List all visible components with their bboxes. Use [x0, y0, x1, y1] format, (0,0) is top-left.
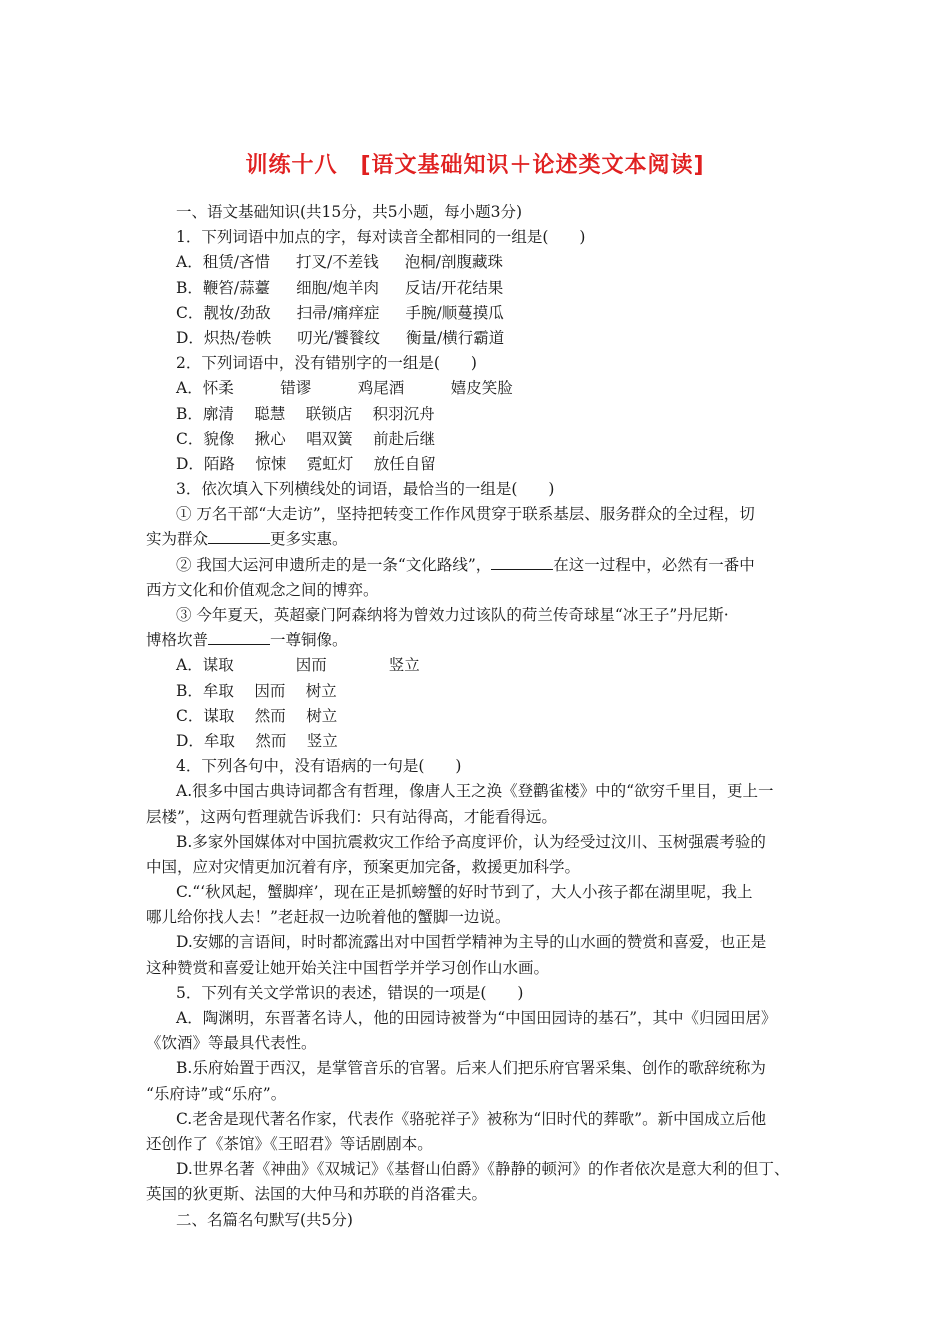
q4-option-c: C.“‘秋风起，蟹脚痒’，现在正是抓螃蟹的好时节到了，大人小孩子都在湖里呢，我上 — [176, 883, 753, 902]
word-pair — [176, 253, 270, 271]
q4-option-b-cont: 中国，应对灾情更加沉着有序，预案更加完备，救援更加科学。 — [146, 857, 581, 876]
word-text: 桐/ — [420, 253, 442, 272]
q3-option-b: B．牟取 因而 树立 — [176, 681, 337, 700]
word-text: B． — [176, 278, 203, 297]
word-text: 羊肉 — [347, 278, 379, 297]
emphasis-dotted-char: 剖 — [441, 250, 457, 275]
emphasis-dotted-char: 帚 — [312, 301, 328, 326]
word-text: 反 — [404, 278, 421, 297]
q5-option-b: B.乐府始置于西汉，是掌管音乐的官署。后来人们把乐府官署采集、创作的歌辞统称为 — [176, 1059, 766, 1078]
q4-option-b: B.多家外国媒体对中国抗震救灾工作给予高度评价，认为经受过汶川、玉树强震考验的 — [176, 832, 766, 851]
q5-option-c-cont: 还创作了《茶馆》《王昭君》等话剧剧本。 — [146, 1134, 433, 1153]
word-text: /不 — [327, 253, 348, 272]
q2-stem: 2．下列词语中，没有错别字的一组是( ) — [176, 354, 477, 373]
q2-option-b: B．廓清 聪慧 联锁店 积羽沉舟 — [176, 404, 435, 423]
word-pair — [296, 253, 379, 271]
q3-s1-text: 实为群众 — [146, 530, 209, 549]
word-text: 打 — [295, 253, 312, 272]
word-text: 敌 — [255, 303, 271, 322]
word-text: A．租 — [176, 253, 219, 272]
emphasis-dotted-char: 胞 — [312, 276, 328, 301]
q1-option — [146, 250, 810, 275]
emphasis-dotted-char: 差 — [348, 250, 364, 275]
q5-option-c: C.老舍是现代著名作家，代表作《骆驼祥子》被称为“旧时代的葬歌”。新中国成立后他 — [176, 1109, 767, 1128]
q3-stem: 3．依次填入下列横线处的词语，最恰当的一组是( ) — [176, 480, 555, 499]
emphasis-dotted-char: 帙 — [256, 326, 272, 351]
word-text: / — [327, 303, 333, 322]
word-pair — [176, 279, 270, 297]
word-pair — [405, 279, 503, 297]
fill-blank — [208, 529, 270, 544]
document-body — [146, 200, 810, 1233]
word-text: 手 — [405, 303, 421, 322]
q1-option — [146, 276, 810, 301]
q3-option-a: A．谋取 因而 竖立 — [176, 656, 420, 675]
word-pair — [405, 253, 503, 271]
word-text: D． — [176, 328, 204, 347]
emphasis-dotted-char: 结 — [472, 276, 488, 301]
word-pair — [296, 279, 379, 297]
q3-sentence-2-cont: 西方文化和价值观念之间的博弈。 — [146, 580, 379, 599]
word-pair — [297, 304, 380, 322]
word-pair — [176, 304, 271, 322]
emphasis-dotted-char: 饕 — [333, 326, 349, 351]
q2-option-d: D．陌路 惊悚 霓虹灯 放任自留 — [176, 454, 436, 473]
q1-option — [146, 301, 810, 326]
emphasis-dotted-char: 薹 — [255, 276, 271, 301]
word-text: 热/卷 — [219, 328, 256, 347]
q1-option — [146, 326, 810, 351]
q3-s2-text-end: 在这一过程中，必然有一番中 — [553, 555, 755, 574]
word-text: 果 — [487, 278, 504, 297]
q5-option-a-cont: 《饮酒》等最具代表性。 — [146, 1034, 317, 1053]
emphasis-dotted-char: 炮 — [332, 276, 348, 301]
word-pair — [405, 304, 503, 322]
section-heading-1: 一、语文基础知识(共15分，共5小题，每小题3分) — [176, 203, 523, 221]
word-text: 细 — [296, 278, 312, 297]
word-text: C． — [176, 303, 204, 322]
fill-blank — [491, 555, 553, 570]
word-text: 钱 — [363, 253, 379, 272]
word-pair — [406, 329, 504, 347]
word-text: 量/ — [421, 328, 443, 347]
emphasis-dotted-char: 泡 — [405, 250, 421, 275]
q4-option-c-cont: 哪儿给你找人去！”老赶叔一边吮着他的蟹脚一边说。 — [146, 908, 511, 927]
word-text: /顺 — [436, 303, 458, 322]
q4-option-d: D.安娜的言语间，时时都流露出对中国哲学精神为主导的山水画的赞赏和喜爱，也正是 — [176, 933, 767, 952]
fill-blank — [208, 630, 270, 645]
q2-option-c: C．貌像 揪心 唱双簧 前赴后继 — [176, 429, 436, 448]
emphasis-dotted-char: 鞭 — [203, 276, 219, 301]
q3-sentence-1-cont — [146, 527, 810, 552]
emphasis-dotted-char: 蔓 — [457, 301, 473, 326]
emphasis-dotted-char: 炽 — [204, 326, 220, 351]
emphasis-dotted-char: 诘 — [420, 276, 436, 301]
emphasis-dotted-char: 叨 — [297, 326, 313, 351]
word-text: / — [233, 253, 239, 272]
q3-s2-text: ② 我国大运河申遗所走的是一条“文化路线”， — [176, 555, 492, 574]
emphasis-dotted-char: 吝 — [239, 250, 255, 275]
q3-s1-text-end: 更多实惠。 — [270, 530, 348, 549]
q1-stem: 1．下列词语中加点的字，每对读音全都相同的一组是( ) — [176, 228, 586, 247]
q3-s3-text: 博格坎普 — [146, 631, 209, 650]
q3-sentence-1: ① 万名干部“大走访”，坚持把转变工作作风贯穿于联系基层、服务群众的全过程，切 — [176, 505, 755, 524]
q5-option-d: D.世界名著《神曲》《双城记》《基督山伯爵》《静静的顿河》的作者依次是意大利的但丁、 — [176, 1160, 790, 1179]
q3-sentence-3-cont — [146, 628, 810, 653]
section-heading-2: 二、名篇名句默写(共5分) — [176, 1210, 353, 1229]
word-text: 惜 — [254, 253, 270, 272]
q5-option-a: A．陶渊明，东晋著名诗人，他的田园诗被誉为“中国田园诗的基石”，其中《归园田居》 — [176, 1009, 777, 1027]
q5-option-d-cont: 英国的狄更斯、法国的大仲马和苏联的肖洛霍夫。 — [146, 1185, 488, 1204]
emphasis-dotted-char: 劲 — [240, 301, 256, 326]
word-text: 扫 — [296, 303, 313, 322]
page-title: 训练十八 [语文基础知识＋论述类文本阅读] — [245, 153, 705, 178]
word-text: 光/ — [312, 328, 334, 347]
emphasis-dotted-char: 横 — [442, 326, 458, 351]
q3-sentence-2 — [146, 553, 810, 578]
q4-stem: 4．下列各句中，没有语病的一句是( ) — [176, 757, 462, 776]
q3-s3-text-end: 一尊铜像。 — [270, 631, 348, 650]
word-text: 腹藏珠 — [456, 253, 504, 272]
q4-option-a: A.很多中国古典诗词都含有哲理，像唐人王之涣《登鹳雀楼》中的“欲穷千里目，更上一 — [176, 782, 774, 801]
word-text: 餮纹 — [348, 328, 380, 347]
word-text: /开花 — [435, 278, 473, 297]
emphasis-dotted-char: 腕 — [421, 301, 437, 326]
word-text: / — [327, 278, 333, 297]
word-pair — [297, 329, 380, 347]
emphasis-dotted-char: 靓 — [203, 301, 219, 326]
q3-sentence-3: ③ 今年夏天，英超豪门阿森纳将为曾效力过该队的荷兰传奇球星“冰王子”丹尼斯· — [176, 606, 729, 624]
q3-option-c: C．谋取 然而 树立 — [176, 706, 338, 725]
q3-option-d: D．牟取 然而 竖立 — [176, 731, 338, 750]
word-text: 笞/蒜 — [218, 278, 255, 297]
q5-option-b-cont: “乐府诗”或“乐府”。 — [146, 1084, 287, 1103]
word-pair — [176, 329, 271, 347]
q5-stem: 5．下列有关文学常识的表述，错误的一项是( ) — [176, 983, 524, 1002]
emphasis-dotted-char: 衡 — [406, 326, 422, 351]
emphasis-dotted-char: 赁 — [218, 250, 234, 275]
emphasis-dotted-char: 叉 — [312, 250, 328, 275]
word-text: 妆/ — [218, 303, 240, 322]
q4-option-a-cont: 层楼”，这两句哲理就告诉我们：只有站得高，才能看得远。 — [146, 807, 557, 826]
word-text: 行霸道 — [457, 328, 505, 347]
q4-option-d-cont: 这种赞赏和喜爱让她开始关注中国哲学并学习创作山水画。 — [146, 958, 550, 977]
word-text: 痒症 — [348, 303, 380, 322]
word-text: 摸瓜 — [472, 303, 504, 322]
q2-option-a: A．怀柔 错谬 鸡尾酒 嬉皮笑脸 — [176, 379, 513, 398]
emphasis-dotted-char: 痛 — [333, 301, 349, 326]
